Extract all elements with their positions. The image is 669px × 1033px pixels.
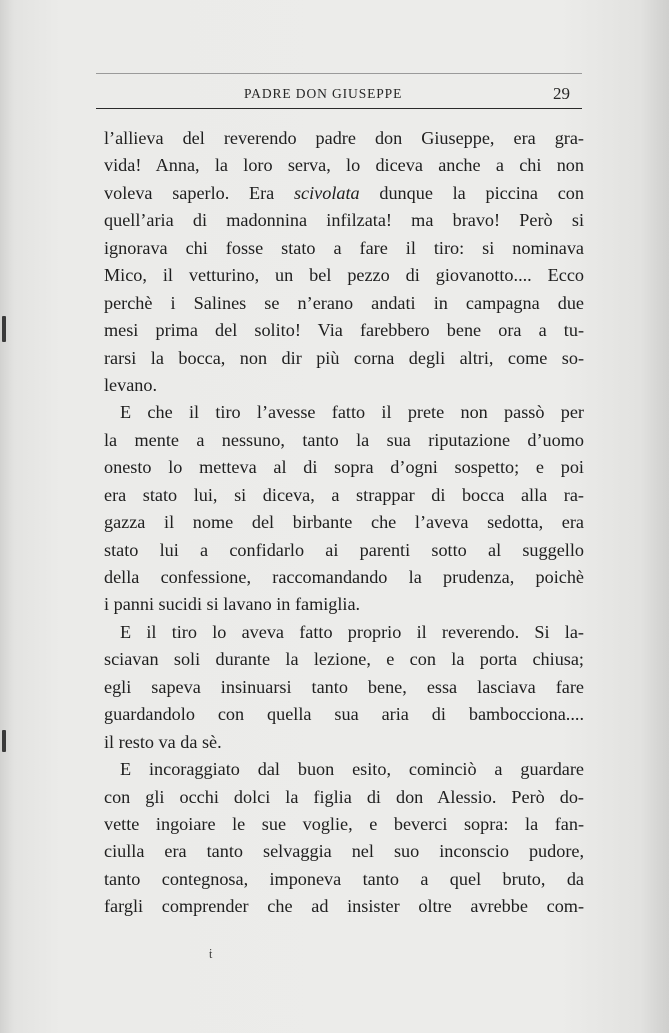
text-line: quell’aria di madonnina infilzata! ma bravo! Però si: [104, 210, 584, 231]
text-line: con gli occhi dolci la figlia di don Alessio. Però do-: [104, 786, 584, 807]
text-line: della confessione, raccomandando la prudenza, poichè: [104, 567, 584, 587]
text-line: ciulla era tanto selvaggia nel suo inconscio pudore,: [104, 841, 584, 862]
text-line: levano.: [104, 374, 158, 395]
page-number: 29: [553, 84, 570, 103]
running-title: PADRE DON GIUSEPPE: [244, 86, 403, 101]
text-line: Mico, il vetturino, un bel pezzo di giovanotto.... Ecco: [104, 265, 584, 286]
text-line: vette ingoiare le sue voglie, e beverci sopra: la fan-: [104, 813, 584, 834]
margin-mark: [2, 730, 6, 752]
text-line: onesto lo metteva al di sopra d’ogni sospetto; e poi: [104, 457, 584, 478]
text-line: fargli comprender che ad insister oltre avrebbe com-: [104, 896, 584, 917]
text-line: rarsi la bocca, non dir più corna degli altri, come so-: [104, 347, 584, 368]
italic-word: scivolata: [293, 182, 360, 203]
page-header: [96, 84, 582, 108]
text-line: mesi prima del solito! Via farebbero bene ora a tu-: [104, 320, 584, 341]
text-line: tanto contegnosa, imponeva tanto a quel bruto, da: [104, 868, 584, 889]
foot-mark: ṫ: [209, 947, 213, 961]
body-text: [104, 125, 584, 921]
header-rule: [96, 108, 582, 109]
text-line: stato lui a confidarlo ai parenti sotto al suggello: [104, 539, 584, 560]
top-rule: [96, 73, 582, 74]
text-line: egli sapeva insinuarsi tanto bene, essa lasciava fare: [104, 676, 584, 697]
text-line: sciavan soli durante la lezione, e con la porta chiusa;: [104, 649, 584, 670]
text-line: vida! Anna, la loro serva, lo diceva anche a chi non: [104, 155, 584, 176]
text-line: ignorava chi fosse stato a fare il tiro: si nominava: [104, 237, 584, 258]
margin-mark: [2, 316, 6, 342]
text-line: il resto va da sè.: [104, 731, 222, 752]
text-line: era stato lui, si diceva, a strappar di bocca alla ra-: [104, 484, 584, 505]
text-line: [104, 180, 584, 207]
text-line: i panni sucidi si lavano in famiglia.: [104, 594, 361, 615]
text-line: la mente a nessuno, tanto la sua riputazione d’uomo: [104, 429, 584, 450]
text-line: E il tiro lo aveva fatto proprio il reverendo. Si la-: [120, 621, 584, 642]
text-line: gazza il nome del birbante che l’aveva sedotta, era: [104, 512, 584, 533]
text-line: guardandolo con quella sua aria di bambocciona....: [104, 704, 584, 725]
text-line: l’allieva del reverendo padre don Giuseppe, era gra-: [104, 128, 584, 148]
text-line: E incoraggiato dal buon esito, cominciò a guardare: [120, 759, 584, 780]
text-span: voleva saperlo. Era: [104, 182, 294, 203]
text-span: dunque la piccina con: [359, 182, 584, 203]
text-line: perchè i Salines se n’erano andati in campagna due: [104, 292, 584, 313]
text-line: E che il tiro l’avesse fatto il prete non passò per: [120, 402, 584, 423]
